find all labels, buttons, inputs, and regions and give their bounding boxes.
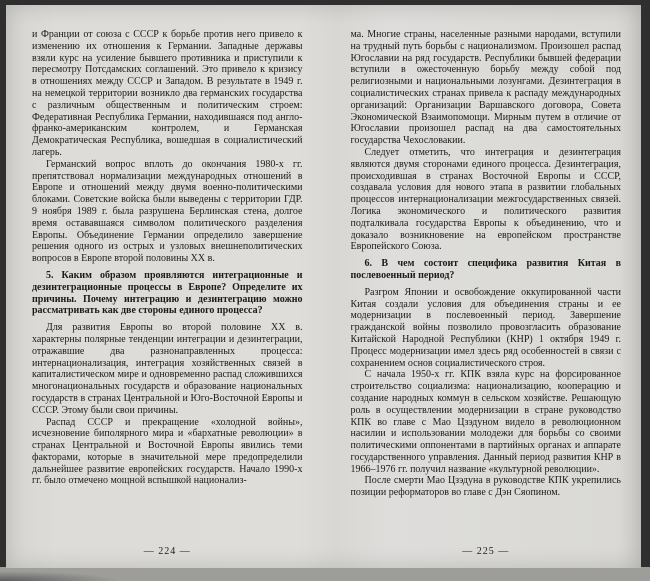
page-number-left: — 224 — <box>143 546 191 558</box>
paragraph: ма. Многие страны, населенные разными народами, вступили на трудный путь борьбы с национализмом. Произошел распад Югославии на ряд государств. Республики бывшей федерации вступили в ожесточенную борьбу между собой под религиозными и национальными лозунгами. Дезинтеграция в социалистических странах привела к распаду международных организаций: Организации Варшавского договора, Совета Экономической Взаимопомощи. Мирным путем в отличие от Югославии произошел распад на два самостоятельных государства Чехословакии. <box>350 29 621 147</box>
page-left <box>32 29 303 562</box>
paragraph: С начала 1950-х гг. КПК взяла курс на форсированное строительство социализма: национализацию, кооперацию и создание народных коммун в сельском хозяйстве. Решающую роль в осуществлении модернизации в стране руководство КПК во главе с Мао Цзэдуном видело в революционном насилии и использовании молодежи для борьбы со своими политическими оппонентами в партийных органах и аппарате государственного управления. Данный период развития КНР в 1966–1976 гг. получил название «культурной революции». <box>350 369 621 475</box>
paragraph: После смерти Мао Цзэдуна в руководстве КПК укрепились позиции реформаторов во главе с Дэн Сяопином. <box>350 475 621 499</box>
question-heading-5: 5. Каким образом проявляются интеграционные и дезинтеграционные процессы в Европе? Определите их причины. Почему интеграцию и дезинтеграцию можно рассматривать как две стороны единого процесса? <box>32 269 303 317</box>
paragraph: Следует отметить, что интеграция и дезинтеграция являются двумя сторонами единого процесса. Дезинтеграция, происходившая в странах Восточной Европы и СССР, создавала условия для нового этапа в развитии глобальных процессов интернационализации межгосударственных связей. Логика экономического и политического развития подталкивала государства Европы к объединению, что и доказало возникновение на европейском пространстве Европейского Союза. <box>350 146 621 253</box>
page-spread <box>6 5 641 568</box>
page-number-right: — 225 — <box>462 546 510 558</box>
paragraph: Германский вопрос вплоть до окончания 1980-х гг. препятствовал нормализации международных отношений в Европе и отношений между двумя военно-политическими блоками. Советские войска были выведены с территории ГДР. 9 ноября 1989 г. была разрушена Берлинская стена, долгое время остававшаяся символом политического разделения Европы. Объединение Германии определило завершение решения одного из острых и узловых внешнеполитических вопросов в Европе второй половины XX в. <box>32 158 303 265</box>
paragraph: Разгром Японии и освобождение оккупированной части Китая создали условия для объединения страны и ее модернизации в послевоенный период. Завершение гражданской войны позволило провозгласить образование Китайской Народной Республики (КНР) 1 октября 1949 г. Процесс модернизации имел здесь ряд особенностей в связи с сохранением основ социалистического строя. <box>350 286 621 369</box>
question-heading-6: 6. В чем состоит специфика развития Китая в послевоенный период? <box>350 258 621 281</box>
paragraph: Для развития Европы во второй половине XX в. характерны полярные тенденции интеграции и дезинтеграции, отражавшие два разнонаправленных процесса: интернационализация, интеграция хозяйственных связей в капиталистическом мире и одновременно распад сложившихся многонациональных государств и образование национальных государств в странах Центральной и Юго-Восточной Европы и СССР. Этому были свои причины. <box>32 322 303 416</box>
scan-shadow-smudge <box>0 571 120 581</box>
page-right <box>351 29 622 562</box>
paragraph: и Франции от союза с СССР к борьбе против него привело к изменению их отношения к Германии. Западные державы взяли курс на усиление бывшего противника и приступили к пересмотру Потсдамских соглашений. Это привело к кризису в отношениях между СССР и Западом. В результате в 1949 г. на немецкой территории возникло два германских государства с различным общественным и политическим строем: Федеративная Республика Германии, находившаяся под англо-франко-американским контролем, и Германская Демократическая Республика, вошедшая в социалистический лагерь. <box>32 29 303 158</box>
paragraph: Распад СССР и прекращение «холодной войны», исчезновение биполярного мира и «бархатные революции» в странах Центральной и Восточной Европы явились теми факторами, которые в значительной мере предопределили дальнейшее развитие европейских государств. Начало 1990-х гг. было отмечено мощной вспышкой национализ- <box>32 416 303 487</box>
